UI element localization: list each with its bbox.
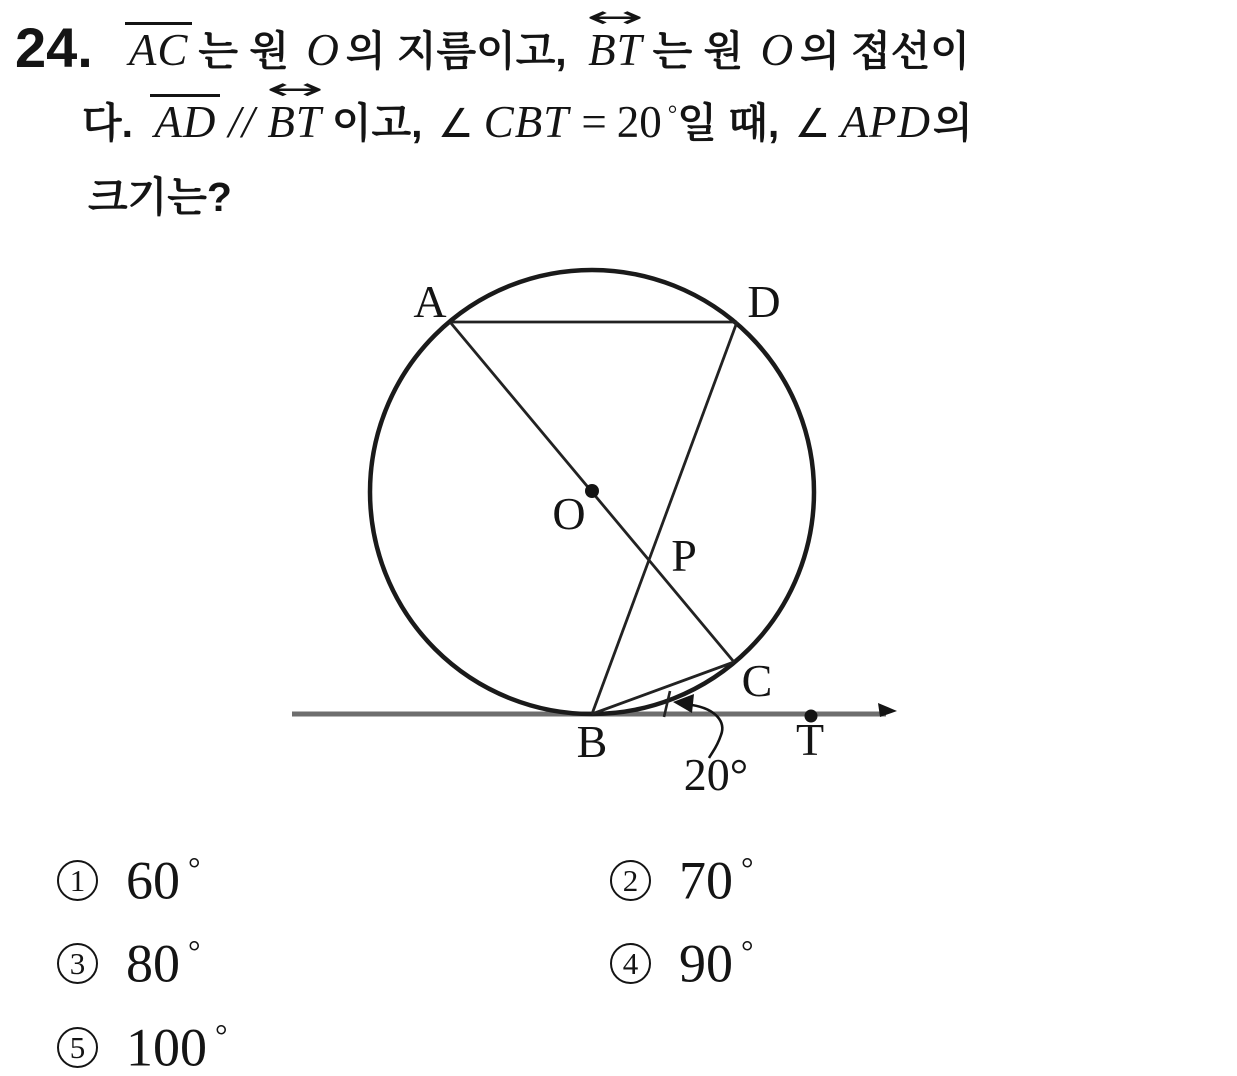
math-O: O	[306, 25, 340, 75]
degree-symbol: °	[188, 934, 201, 969]
choice-5-circled-number: 5	[57, 1027, 98, 1068]
text-run: 다.	[82, 100, 145, 146]
text-run: 이고,	[331, 100, 434, 146]
math-BT: BT	[588, 25, 643, 75]
choice-2	[610, 850, 754, 911]
degree-symbol: °	[741, 851, 754, 886]
choice-3	[57, 933, 201, 994]
label-B: B	[576, 716, 608, 767]
chord-BC	[592, 662, 734, 714]
text-run: 일 때,	[677, 100, 791, 146]
choice-2-circled-number: 2	[610, 860, 651, 901]
degree-symbol: °	[215, 1018, 228, 1053]
left-right-arrow-icon: ↔	[586, 0, 645, 35]
choice-4-number-text: 90	[679, 933, 733, 994]
label-P: P	[671, 530, 697, 581]
text-run: 의 접선이	[800, 28, 970, 74]
degree-symbol: °	[667, 102, 678, 129]
degree-symbol: °	[188, 851, 201, 886]
choice-4	[610, 933, 754, 994]
text-run: 는 원	[198, 28, 301, 74]
label-T: T	[795, 714, 825, 765]
angle-symbol: ∠	[794, 101, 831, 147]
center-dot-O	[585, 484, 599, 498]
math-AC: AC	[128, 25, 189, 75]
label-O: O	[552, 488, 586, 539]
tangent-end-arrowhead-icon	[878, 703, 897, 717]
choice-5-number-text: 100	[126, 1017, 207, 1076]
choice-3-number-text: 80	[126, 933, 180, 994]
choice-4-value	[679, 933, 754, 994]
text-run: 의 지름이고,	[345, 28, 579, 74]
math-BT: BT	[267, 97, 322, 147]
text-run: 의	[932, 100, 973, 146]
choice-1-circled-number: 1	[57, 860, 98, 901]
text-run: 크기는?	[88, 174, 232, 220]
label-D: D	[747, 276, 781, 327]
choice-5-value	[126, 1017, 228, 1076]
choice-1	[57, 850, 201, 911]
choice-1-value	[126, 850, 201, 911]
angle-value: 20	[616, 97, 662, 147]
parallel-symbol: //	[228, 97, 256, 147]
choice-2-value	[679, 850, 754, 911]
choice-4-circled-number: 4	[610, 943, 651, 984]
label-A: A	[413, 276, 447, 327]
choice-3-circled-number: 3	[57, 943, 98, 984]
math-O: O	[760, 25, 795, 75]
problem-number: 24.	[15, 16, 93, 79]
choice-2-number-text: 70	[679, 850, 733, 911]
degree-symbol: °	[741, 934, 754, 969]
math-AD: AD	[154, 97, 217, 147]
equals-sign: =	[581, 97, 607, 147]
left-right-arrow-icon: ↔	[265, 72, 324, 107]
label-C: C	[741, 655, 773, 706]
math-CBT: CBT	[483, 97, 570, 147]
choice-3-value	[126, 933, 201, 994]
label-angle-20deg: 20°	[683, 749, 749, 800]
text-run: 는 원	[652, 28, 755, 74]
math-APD: APD	[840, 97, 931, 147]
angle-symbol: ∠	[437, 101, 474, 147]
choice-1-number-text: 60	[126, 850, 180, 911]
choice-5	[57, 1017, 228, 1076]
